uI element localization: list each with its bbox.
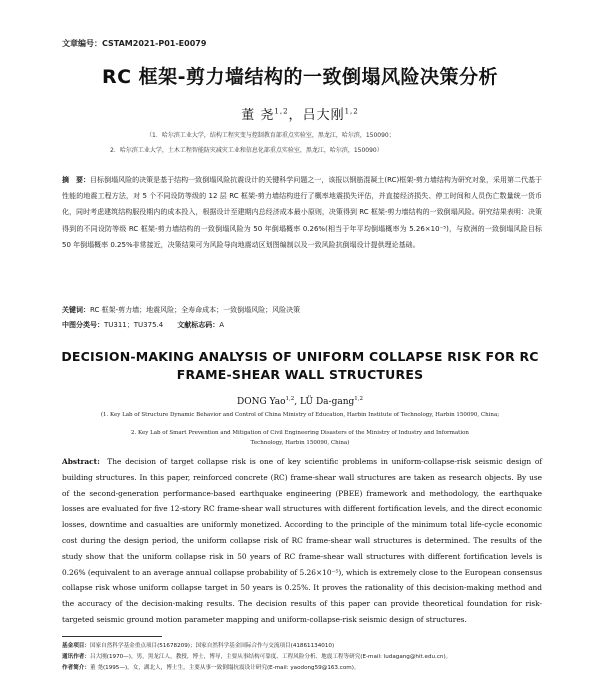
chinese-abstract-text: 目标倒塌风险的决策是基于结构一致倒塌风险抗震设计的关键科学问题之一，该报以钢筋混凝土(RC)框架-剪力墙结构为研究对象，采用第二代基于性能的地震工程方法，对 5 个不同设防等级的 12 层 RC 框架-剪力墙结构进行了概率地震损失评估，并直接经济损失、停工时间和人员伤亡数量统一货币化，同时考虑建筑结构服役期内的成本投入，根据设计至建期内总经济成本最小原则，决策得到 RC 框架-剪力墙结构的一致倒塌风险。研究结果表明：决策得到的不同设防等级 RC 框架-剪力墙结构的一致倒塌风险为 50 年倒塌概率 0.26%(相当于年平均倒塌概率为 5.26×10⁻⁵)，与欧洲的一致倒塌风险目标 50 年倒塌概率 0.25%非常接近，决策结果可为风险导向地震动区划图编制以及一致风险抗倒塌设计提供理论基础。 [62, 176, 543, 249]
chinese-affiliation-2: 2．哈尔滨工业大学，土木工程智能防灾减灾工业和信息化部重点实验室，黑龙江，哈尔滨，150090） [110, 147, 383, 154]
chinese-abstract-label: 摘 要： [62, 176, 91, 184]
english-title [40, 348, 560, 384]
chinese-abstract [62, 172, 542, 253]
english-abstract-text: The decision of target collapse risk is one of key scientific problems in uniform-collapse-risk seismic design of building structures. In this paper, reinforced concrete (RC) frame-shear wall structures are taken as research objects. By use of the second-generation performance-based earthquake engineering (PBEE) framework and methodology, the earthquake losses are evaluated for five 12-story RC frame-shear wall structures with different fortification levels, and the direct economic losses, downtime and casualties are uniformly monetized. According to the principle of the minimum total life-cycle economic cost during the design period, the uniform collapse risk of RC frame-shear wall structures is determined. The results of the study show that the uniform collapse risk in 50 years of RC frame-shear wall structures with different fortification levels is 0.26% (equivalent to an average annual collapse probability of 5.26×10⁻⁵), which is extremely close to the European consensus collapse risk whose uniform collapse target in 50 years is 0.25%. It proves the rationality of this decision-making method and the accuracy of the decision-making results. The decision results of this paper can provide theoretical foundation for risk-targeted seismic ground motion parameter mapping and uniform-collapse-risk seismic design of structures. [62, 457, 542, 624]
classification-label: 中图分类号： [62, 321, 104, 329]
english-author-1: DONG Yao [236, 397, 286, 407]
classification-value: TU311；TU375.4 [104, 321, 164, 329]
chinese-affiliation-1: （1．哈尔滨工业大学，结构工程灾变与控制教育部重点实验室，黑龙江，哈尔滨，150090； [146, 132, 395, 139]
footnote-corresponding-text: 吕大刚(1970—)，男，黑龙江人，教授，博士，博导，主要从事结构可靠度、工程风险分析、地震工程等研究(E-mail: ludagang@hit.edu.cn)。 [89, 654, 452, 660]
footnote-funding-label: 基金项目： [62, 643, 90, 649]
chinese-keywords [62, 305, 542, 315]
chinese-author-1-affiliation-mark: 1,2 [274, 107, 289, 116]
footnote-bio-text: 董 尧(1995—)，女，湖北人，博士生，主要从事一致倒塌抗震设计研究(E-mail: yaodong59@163.com)。 [89, 665, 360, 671]
english-affiliation-2 [40, 428, 560, 448]
chinese-author-2-affiliation-mark: 1,2 [344, 107, 359, 116]
english-affiliation-2-line-1: 2. Key Lab of Smart Prevention and Mitigation of Civil Engineering Disasters of the Ministry of Industry and Information [131, 430, 469, 436]
english-authors [0, 396, 600, 407]
chinese-authors [0, 104, 600, 123]
english-author-2-affiliation-mark: 1,2 [354, 396, 364, 402]
chinese-author-1: 董 尧 [241, 108, 275, 123]
article-number: 文章编号：CSTAM2021-P01-E0079 [62, 39, 207, 48]
footnote-funding-text: 国家自然科学基金重点项目(51678209)；国家自然科学基金国际合作与交流项目(41861134010) [89, 643, 335, 649]
footnote-corresponding-label: 通讯作者： [62, 654, 90, 660]
english-abstract-label: Abstract: [62, 457, 100, 466]
footnotes [62, 641, 542, 674]
document-code-label: 文献标志码： [177, 321, 220, 329]
chinese-author-2: 吕大刚 [302, 108, 345, 123]
english-author-2: LÜ Da-gang [300, 397, 355, 407]
classification-line [62, 320, 542, 330]
footnote-corresponding-author [62, 652, 542, 663]
english-author-1-affiliation-mark: 1,2 [285, 396, 295, 402]
chinese-title: RC 框架-剪力墙结构的一致倒塌风险决策分析 [101, 66, 499, 88]
chinese-keywords-text: RC 框架-剪力墙；地震风险；全寿命成本；一致倒塌风险；风险决策 [90, 306, 301, 314]
footnote-divider [62, 636, 162, 637]
footnote-author-bio [62, 663, 542, 674]
english-affiliation-2-line-2: Technology, Harbin 150090, China) [250, 440, 350, 446]
footnote-funding [62, 641, 542, 652]
english-author-separator: , [294, 397, 301, 407]
chinese-author-separator: ， [288, 108, 303, 123]
english-abstract [62, 454, 542, 628]
chinese-keywords-label: 关键词： [62, 306, 90, 314]
document-code-value: A [219, 321, 224, 329]
english-title-line-1: DECISION-MAKING ANALYSIS OF UNIFORM COLLAPSE RISK FOR RC [61, 349, 539, 364]
english-affiliation-1: (1. Key Lab of Structure Dynamic Behavior and Control of China Ministry of Education, Harbin Institute of Technology, Harbin 150090, China; [100, 412, 500, 418]
footnote-bio-label: 作者简介： [62, 665, 90, 671]
english-title-line-2: FRAME-SHEAR WALL STRUCTURES [176, 367, 424, 382]
